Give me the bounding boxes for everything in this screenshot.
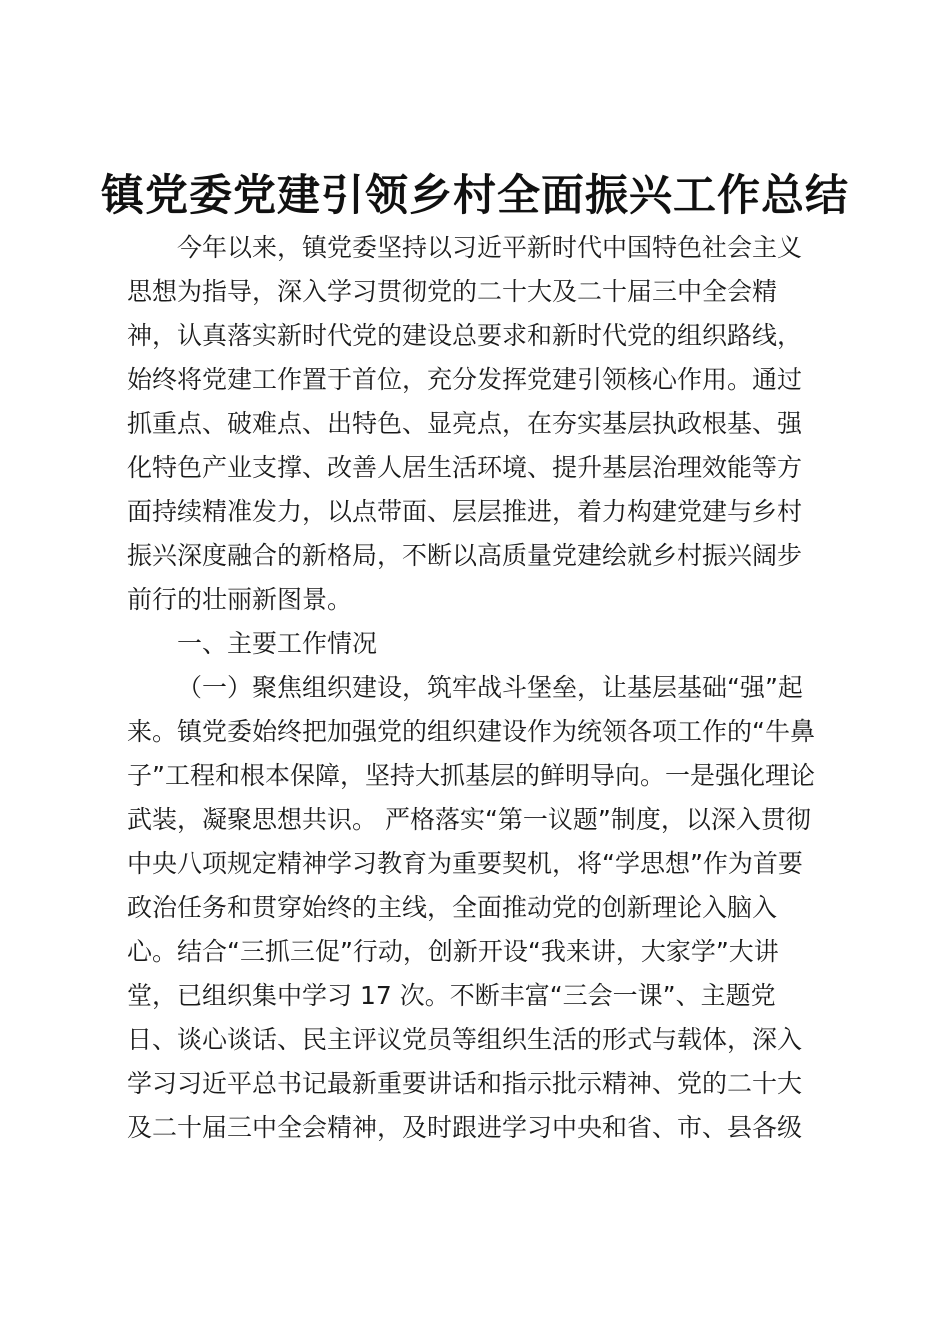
paragraph-line: 来。镇党委始终把加强党的组织建设作为统领各项工作的“牛鼻: [127, 717, 815, 746]
paragraph-line: 前行的壮丽新图景。: [127, 585, 353, 614]
paragraph-line: 及二十届三中全会精神，及时跟进学习中央和省、市、县各级: [127, 1113, 803, 1142]
paragraph-line: 政治任务和贯穿始终的主线，全面推动党的创新理论入脑入: [127, 893, 778, 922]
paragraph-line: 面持续精准发力，以点带面、层层推进，着力构建党建与乡村: [127, 497, 803, 526]
paragraph-line: 今年以来，镇党委坚持以习近平新时代中国特色社会主义: [177, 233, 803, 262]
paragraph-line: 日、谈心谈话、民主评议党员等组织生活的形式与载体，深入: [127, 1025, 803, 1054]
paragraph-line: 子”工程和根本保障，坚持大抓基层的鲜明导向。一是强化理论: [127, 761, 815, 790]
paragraph-line: 化特色产业支撑、改善人居生活环境、提升基层治理效能等方: [127, 453, 803, 482]
section-heading: 一、主要工作情况: [177, 629, 378, 658]
paragraph-line: 武装，凝聚思想共识。 严格落实“第一议题”制度，以深入贯彻: [127, 805, 811, 834]
paragraph-line: 始终将党建工作置于首位，充分发挥党建引领核心作用。通过: [127, 365, 803, 394]
paragraph-line: 学习习近平总书记最新重要讲话和指示批示精神、党的二十大: [127, 1069, 803, 1098]
paragraph-line: 心。结合“三抓三促”行动，创新开设“我来讲，大家学”大讲: [127, 937, 779, 966]
paragraph-line: 振兴深度融合的新格局，不断以高质量党建绘就乡村振兴阔步: [127, 541, 803, 570]
paragraph-line: 抓重点、破难点、出特色、显亮点，在夯实基层执政根基、强: [127, 409, 803, 438]
paragraph-line: 神，认真落实新时代党的建设总要求和新时代党的组织路线，: [127, 321, 803, 350]
paragraph-line: 思想为指导，深入学习贯彻党的二十大及二十届三中全会精: [127, 277, 778, 306]
paragraph-line: 堂，已组织集中学习 17 次。不断丰富“三会一课”、主题党: [127, 981, 776, 1010]
document-body: [127, 226, 827, 1150]
document-title: 镇党委党建引领乡村全面振兴工作总结: [101, 171, 849, 221]
subsection-heading-line: （一）聚焦组织建设，筑牢战斗堡垒，让基层基础“强”起: [177, 673, 803, 702]
paragraph-line: 中央八项规定精神学习教育为重要契机，将“学思想”作为首要: [127, 849, 803, 878]
